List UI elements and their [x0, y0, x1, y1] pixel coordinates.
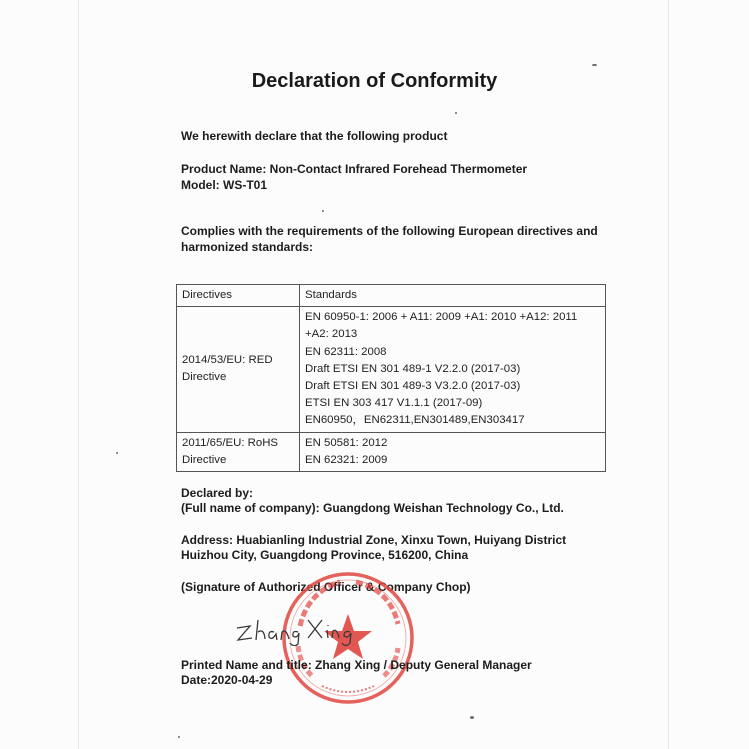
table-header-row: [177, 285, 606, 307]
address-line-1: Address: Huabianling Industrial Zone, Xinxu Town, Huiyang District: [181, 533, 567, 547]
scan-edge-right: [668, 0, 669, 749]
directive-cell: [177, 307, 300, 432]
product-name: Product Name: Non-Contact Infrared Forehead Thermometer: [181, 162, 528, 176]
standard-line: Draft ETSI EN 301 489-3 V3.2.0 (2017-03): [305, 380, 521, 393]
scan-speck: [470, 716, 474, 719]
scan-speck: [592, 64, 597, 66]
standards-table: [176, 284, 606, 472]
standard-line: EN 62321: 2009: [305, 453, 388, 466]
declaration-date: Date:2020-04-29: [181, 673, 273, 687]
standard-line: EN 60950-1: 2006 + A11: 2009 +A1: 2010 +A12: 2011: [305, 311, 578, 324]
scan-speck: [178, 736, 180, 738]
header-directives: Directives: [177, 285, 300, 307]
company-name: (Full name of company): Guangdong Weishan Technology Co., Ltd.: [181, 501, 564, 515]
header-standards: Standards: [300, 285, 606, 307]
directive-text: 2011/65/EU: RoHS: [182, 436, 279, 449]
signature-label: (Signature of Authorized Officer & Company Chop): [181, 580, 471, 594]
directive-text: 2014/53/EU: RED: [182, 354, 273, 367]
standard-line: ETSI EN 303 417 V1.1.1 (2017-09): [305, 397, 483, 410]
standard-line: EN 62311: 2008: [305, 345, 387, 358]
standard-line: +A2: 2013: [305, 328, 358, 341]
model-number: Model: WS-T01: [181, 178, 267, 192]
table-row: [177, 432, 606, 471]
standards-cell: [300, 432, 606, 471]
scan-speck: [116, 452, 118, 454]
scan-edge-left: [78, 0, 79, 749]
declared-by-label: Declared by:: [181, 486, 254, 500]
printed-name-title: Printed Name and title: Zhang Xing / Deputy General Manager: [181, 658, 532, 672]
complies-line-2: harmonized standards:: [181, 240, 314, 254]
standard-line: Draft ETSI EN 301 489-1 V2.2.0 (2017-03): [305, 362, 521, 375]
handwritten-signature: [232, 606, 372, 646]
scan-speck: [322, 210, 324, 212]
directive-cell: [177, 432, 300, 471]
scan-speck: [455, 112, 457, 114]
table-row: [177, 307, 606, 432]
standard-line: EN60950，EN62311,EN301489,EN303417: [305, 414, 525, 427]
directive-text: Directive: [182, 453, 227, 466]
standards-cell: [300, 307, 606, 432]
address-line-2: Huizhou City, Guangdong Province, 516200, China: [181, 548, 469, 562]
intro-text: We herewith declare that the following product: [181, 129, 448, 143]
document-title: Declaration of Conformity: [251, 70, 498, 92]
complies-line-1: Complies with the requirements of the following European directives and: [181, 224, 598, 238]
standard-line: EN 50581: 2012: [305, 436, 388, 449]
directive-text: Directive: [182, 371, 227, 384]
